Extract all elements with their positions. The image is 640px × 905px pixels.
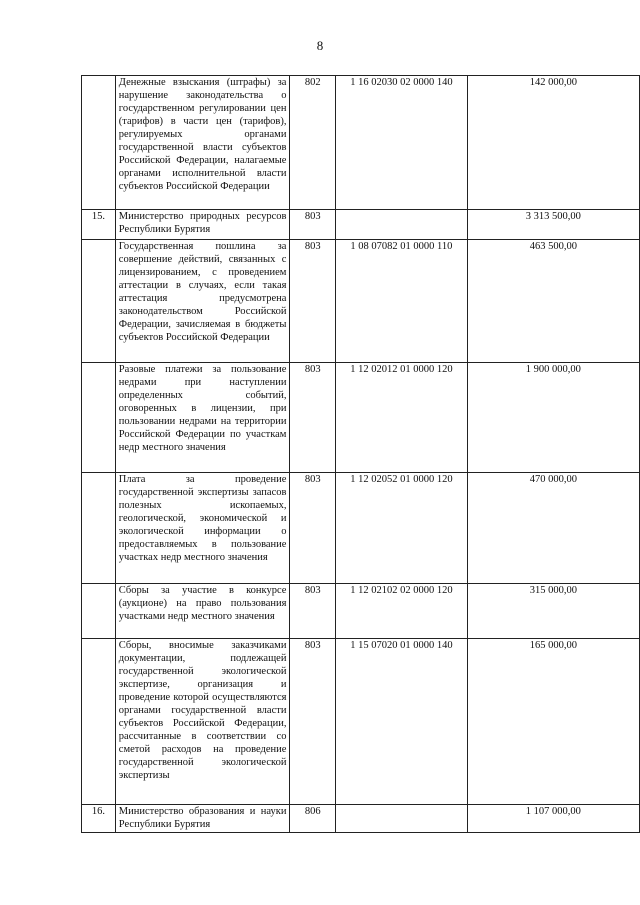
amount: 3 313 500,00 — [467, 210, 639, 240]
ministry-name: Министерство образования и науки Республики Бурятия — [115, 805, 290, 833]
administrator-code: 803 — [290, 473, 336, 584]
table-row — [82, 584, 640, 639]
administrator-code: 806 — [290, 805, 336, 833]
table-row — [82, 76, 640, 210]
row-number — [82, 639, 116, 805]
budget-classification-code — [336, 805, 468, 833]
administrator-code: 803 — [290, 210, 336, 240]
table-row — [82, 363, 640, 473]
budget-classification-code: 1 12 02012 01 0000 120 — [336, 363, 468, 473]
row-number: 15. — [82, 210, 116, 240]
table-body — [82, 76, 640, 833]
amount: 142 000,00 — [467, 76, 639, 210]
administrator-code: 803 — [290, 240, 336, 363]
row-number: 16. — [82, 805, 116, 833]
revenue-description: Денежные взыскания (штрафы) за нарушение законодательства о государственном регулировании цен (тарифов) в части цен (тарифов), регулируемых органами государственной власти субъектов Российской Федерации, налагаемые органами исполнительной власти субъектов Российской Федерации — [115, 76, 290, 210]
budget-classification-code: 1 15 07020 01 0000 140 — [336, 639, 468, 805]
revenue-description: Сборы, вносимые заказчиками документации, подлежащей государственной экологической экспертизе, организация и проведение которой осуществляются органами государственной власти субъектов Российской Федерации, рассчитанные в соответствии со сметой расходов на проведение государственной экологической экспертизы — [115, 639, 290, 805]
revenue-description: Плата за проведение государственной экспертизы запасов полезных ископаемых, геологической, экономической и экологической информации о предоставляемых в пользование участках недр местного значения — [115, 473, 290, 584]
budget-revenue-table — [81, 75, 640, 833]
budget-classification-code: 1 08 07082 01 0000 110 — [336, 240, 468, 363]
row-number — [82, 240, 116, 363]
table-row — [82, 240, 640, 363]
amount: 463 500,00 — [467, 240, 639, 363]
budget-classification-code: 1 12 02102 02 0000 120 — [336, 584, 468, 639]
table-row — [82, 473, 640, 584]
table-row — [82, 805, 640, 833]
row-number — [82, 363, 116, 473]
row-number — [82, 584, 116, 639]
revenue-description: Разовые платежи за пользование недрами при наступлении определенных событий, оговоренных в лицензии, при пользовании недрами на территории Российской Федерации по участкам недр местного значения — [115, 363, 290, 473]
administrator-code: 803 — [290, 584, 336, 639]
amount: 315 000,00 — [467, 584, 639, 639]
ministry-name: Министерство природных ресурсов Республики Бурятия — [115, 210, 290, 240]
amount: 1 900 000,00 — [467, 363, 639, 473]
revenue-description: Сборы за участие в конкурсе (аукционе) на право пользования участками недр местного значения — [115, 584, 290, 639]
amount: 1 107 000,00 — [467, 805, 639, 833]
revenue-description: Государственная пошлина за совершение действий, связанных с лицензированием, с проведением аттестации в случаях, если такая аттестация предусмотрена законодательством Российской Федерации, зачисляемая в бюджеты субъектов Российской Федерации — [115, 240, 290, 363]
budget-classification-code: 1 16 02030 02 0000 140 — [336, 76, 468, 210]
row-number — [82, 76, 116, 210]
administrator-code: 802 — [290, 76, 336, 210]
table-row — [82, 639, 640, 805]
administrator-code: 803 — [290, 363, 336, 473]
table-row — [82, 210, 640, 240]
administrator-code: 803 — [290, 639, 336, 805]
amount: 165 000,00 — [467, 639, 639, 805]
amount: 470 000,00 — [467, 473, 639, 584]
budget-classification-code: 1 12 02052 01 0000 120 — [336, 473, 468, 584]
page-number: 8 — [316, 38, 324, 53]
budget-classification-code — [336, 210, 468, 240]
row-number — [82, 473, 116, 584]
